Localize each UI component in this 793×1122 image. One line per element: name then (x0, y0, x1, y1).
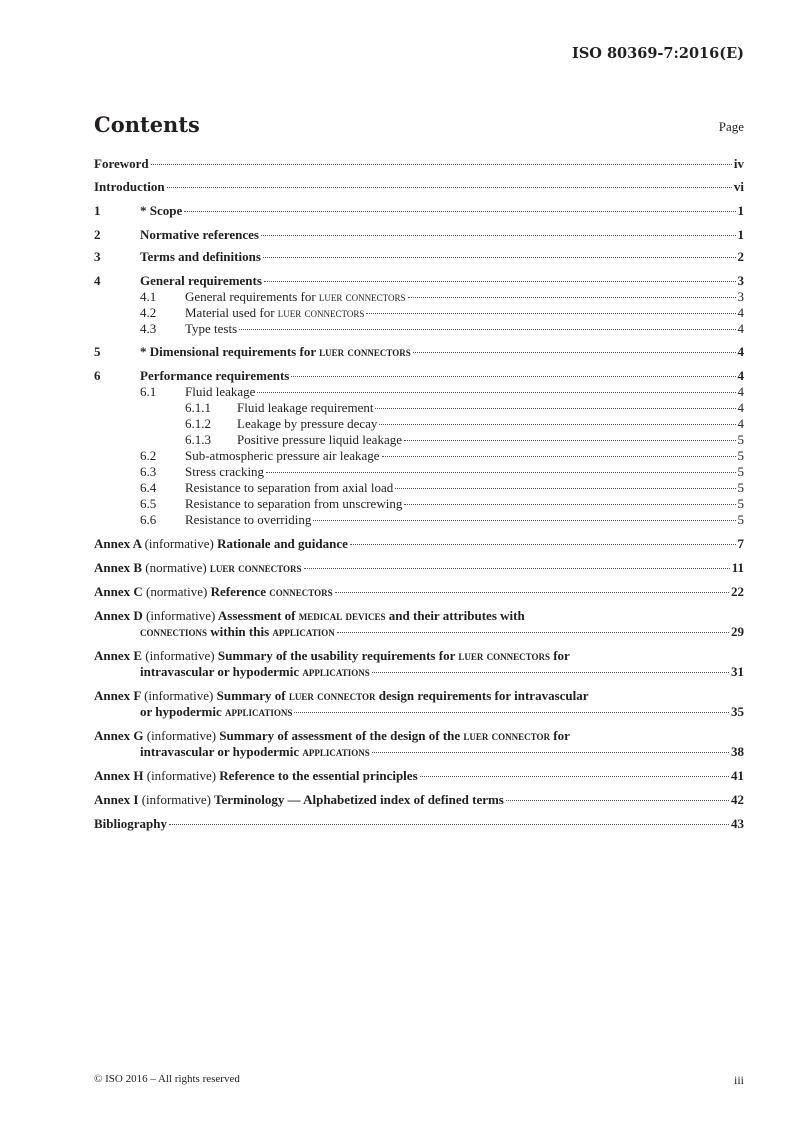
toc-page-number: iv (733, 156, 744, 171)
subclause-number: 6.6 (140, 512, 157, 527)
leader-dots (261, 235, 736, 236)
toc-entry-clause-5[interactable] (94, 344, 744, 360)
defined-term: luer connectors (318, 289, 406, 304)
toc-entry-6-2[interactable] (94, 448, 744, 464)
toc-page-number: 3 (737, 289, 744, 304)
toc-page-number: 5 (737, 448, 744, 463)
subclause-number: 4.3 (140, 321, 157, 336)
leader-dots (184, 211, 735, 212)
toc-entry-6-1-1[interactable] (94, 400, 744, 416)
defined-term: luer connectors (458, 648, 550, 663)
toc-page-number: 4 (737, 416, 744, 431)
annex-kind: (informative) (146, 728, 217, 743)
toc-page-number: 7 (737, 536, 744, 551)
toc-entry-text (94, 560, 302, 576)
leader-dots (382, 456, 736, 457)
annex-label: Annex I (94, 792, 139, 807)
annex-kind: (normative) (146, 584, 208, 599)
toc-page-number: 41 (731, 768, 744, 783)
toc-entry-text: Sub-atmospheric pressure air leakage (185, 448, 380, 463)
toc-entry-annex-h[interactable] (94, 768, 744, 784)
toc-entry-text: Annex F (informative) Summary of luer connector design requirements for intravascular (94, 688, 589, 703)
document-code: ISO 80369-7:2016(E) (572, 45, 744, 62)
clause-number: 6 (94, 368, 101, 383)
toc-entry-text: Positive pressure liquid leakage (237, 432, 402, 447)
leader-dots (404, 504, 735, 505)
toc-page-number: 4 (737, 368, 744, 383)
leader-dots (350, 544, 736, 545)
defined-term: luer connectors (277, 305, 365, 320)
toc-entry-text: Annex G (informative) Summary of assessment of the design of the luer connector for (94, 728, 570, 743)
annex-kind: (informative) (144, 688, 214, 703)
leader-dots (263, 257, 736, 258)
defined-term: connectors (269, 584, 333, 599)
annex-kind: (informative) (141, 792, 211, 807)
annex-label: Annex F (94, 688, 141, 703)
toc-entry-text-continued: connections within this application (140, 624, 335, 639)
toc-page-number: 11 (731, 560, 744, 575)
page-number: iii (733, 1073, 744, 1087)
defined-term: application (272, 624, 335, 639)
defined-term: connections (140, 624, 208, 639)
clause-number: 4 (94, 273, 101, 288)
toc-page-number: 1 (737, 227, 744, 242)
annex-label: Annex H (94, 768, 144, 783)
toc-page-number: 5 (737, 512, 744, 527)
toc-entry-6-1-2[interactable] (94, 416, 744, 432)
defined-term: luer connector (463, 728, 551, 743)
defined-term: applications (224, 704, 293, 719)
toc-entry-text: Bibliography (94, 816, 167, 831)
toc-entry-6-3[interactable] (94, 464, 744, 480)
subclause-number: 6.5 (140, 496, 157, 511)
toc-entry-text: Normative references (140, 227, 259, 242)
toc-entry-annex-e[interactable] (94, 648, 744, 680)
annex-kind: (informative) (146, 608, 216, 623)
clause-number: 5 (94, 344, 101, 359)
leader-dots (335, 592, 729, 593)
leader-dots (408, 297, 736, 298)
toc-entry-clause-2[interactable] (94, 227, 744, 243)
toc-entry-clause-1[interactable] (94, 203, 744, 219)
toc-entry-text: Annex I (informative) Terminology — Alphabetized index of defined terms (94, 792, 504, 807)
toc-page-number: 5 (737, 432, 744, 447)
annex-label: Annex C (94, 584, 143, 599)
subclause-number: 6.4 (140, 480, 157, 495)
clause-number: 3 (94, 249, 101, 264)
copyright-notice: © ISO 2016 – All rights reserved (94, 1073, 240, 1085)
defined-term: luer connector (288, 688, 376, 703)
toc-entry-text: Fluid leakage (185, 384, 256, 399)
leader-dots (395, 488, 735, 489)
leader-dots (304, 568, 730, 569)
toc-entry-text: Resistance to separation from unscrewing (185, 496, 403, 511)
toc-page-number: 4 (737, 321, 744, 336)
toc-page-number: 35 (731, 704, 744, 719)
toc-entry-foreword[interactable] (94, 156, 744, 172)
toc-entry-annex-i[interactable] (94, 792, 744, 808)
toc-page-number: 31 (731, 664, 744, 679)
toc-entry-annex-b[interactable] (94, 560, 744, 576)
toc-entry-text: Fluid leakage requirement (237, 400, 374, 415)
leader-dots (167, 187, 732, 188)
toc-entry-text: * Scope (140, 203, 183, 218)
toc-page-number: 5 (737, 464, 744, 479)
annex-kind: (informative) (145, 648, 215, 663)
defined-term: luer connectors (209, 560, 302, 575)
toc-entry-text: Performance requirements (140, 368, 290, 383)
toc-entry-text-continued: or hypodermic applications (140, 704, 293, 719)
leader-dots (294, 712, 729, 713)
toc-entry-text-continued: intravascular or hypodermic applications (140, 744, 370, 759)
toc-page-number: 4 (737, 384, 744, 399)
toc-entry-6-1-3[interactable] (94, 432, 744, 448)
leader-dots (413, 352, 736, 353)
toc-entry-6-5[interactable] (94, 496, 744, 512)
subclause-number: 4.2 (140, 305, 157, 320)
table-of-contents (94, 154, 744, 832)
subclause-number: 6.1.1 (185, 400, 211, 415)
toc-entry-clause-4[interactable] (94, 273, 744, 289)
toc-entry-text: Material used for luer connectors (185, 305, 365, 320)
annex-label: Annex B (94, 560, 143, 575)
toc-entry-annex-g[interactable] (94, 728, 744, 760)
annex-label: Annex G (94, 728, 144, 743)
toc-page-number: 43 (731, 816, 744, 831)
toc-entry-6-1[interactable] (94, 384, 744, 400)
toc-page-number: 42 (731, 792, 744, 807)
toc-entry-bibliography[interactable] (94, 816, 744, 832)
toc-entry-text: Annex C (normative) Reference connectors (94, 584, 333, 599)
subclause-number: 6.2 (140, 448, 157, 463)
annex-kind: (informative) (144, 536, 214, 551)
toc-page-number: 4 (737, 344, 744, 359)
toc-page-number: 38 (731, 744, 744, 759)
leader-dots (372, 672, 729, 673)
leader-dots (264, 281, 736, 282)
toc-entry-text: Resistance to overriding (185, 512, 312, 527)
toc-entry-6-4[interactable] (94, 480, 744, 496)
defined-term: applications (302, 744, 370, 759)
subclause-number: 6.1.3 (185, 432, 211, 447)
page-column-label: Page (718, 119, 744, 134)
toc-entry-4-2[interactable] (94, 305, 744, 321)
toc-page-number: 5 (737, 480, 744, 495)
toc-entry-annex-c[interactable] (94, 584, 744, 600)
page-title: Contents (94, 112, 200, 137)
leader-dots (151, 164, 732, 165)
annex-label: Annex A (94, 536, 142, 551)
toc-entry-text-continued: intravascular or hypodermic applications (140, 664, 370, 679)
leader-dots (379, 424, 735, 425)
subclause-number: 6.1.2 (185, 416, 211, 431)
toc-entry-clause-3[interactable] (94, 249, 744, 265)
toc-entry-4-3[interactable] (94, 321, 744, 337)
leader-dots (420, 776, 729, 777)
toc-entry-text: Terms and definitions (140, 249, 261, 264)
toc-entry-text: Stress cracking (185, 464, 265, 479)
toc-entry-text: General requirements for luer connectors (185, 289, 406, 304)
leader-dots (291, 376, 735, 377)
toc-entry-text: Type tests (185, 321, 238, 336)
toc-entry-text: Annex E (informative) Summary of the usability requirements for luer connectors for (94, 648, 570, 663)
leader-dots (257, 392, 735, 393)
toc-page-number: 5 (737, 496, 744, 511)
toc-entry-annex-f[interactable] (94, 688, 744, 720)
annex-kind: (informative) (146, 768, 217, 783)
subclause-number: 6.1 (140, 384, 157, 399)
toc-entry-text: Annex A (informative) Rationale and guidance (94, 536, 348, 551)
defined-term: luer connectors (319, 344, 411, 359)
subclause-number: 4.1 (140, 289, 157, 304)
annex-label: Annex D (94, 608, 143, 623)
defined-term: applications (302, 664, 370, 679)
toc-entry-6-6[interactable] (94, 512, 744, 528)
leader-dots (372, 752, 729, 753)
toc-page-number: 3 (737, 273, 744, 288)
toc-page-number: 2 (737, 249, 744, 264)
toc-entry-introduction[interactable] (94, 179, 744, 195)
clause-number: 1 (94, 203, 101, 218)
leader-dots (506, 800, 729, 801)
toc-entry-text: Annex D (informative) Assessment of medical devices and their attributes with (94, 608, 525, 623)
toc-page-number: 4 (737, 305, 744, 320)
leader-dots (266, 472, 735, 473)
toc-entry-text: General requirements (140, 273, 262, 288)
annex-label: Annex E (94, 648, 143, 663)
toc-entry-clause-6[interactable] (94, 368, 744, 384)
toc-entry-text: Foreword (94, 156, 149, 171)
toc-page-number: 29 (731, 624, 744, 639)
toc-page-number: 4 (737, 400, 744, 415)
toc-entry-4-1[interactable] (94, 289, 744, 305)
annex-kind: (normative) (145, 560, 207, 575)
leader-dots (404, 440, 736, 441)
toc-page-number: 1 (737, 203, 744, 218)
toc-entry-text: Introduction (94, 179, 165, 194)
toc-entry-text: Leakage by pressure decay (237, 416, 378, 431)
toc-entry-text: * Dimensional requirements for luer connectors (140, 344, 411, 359)
leader-dots (169, 824, 729, 825)
leader-dots (375, 408, 735, 409)
toc-page-number: vi (733, 179, 744, 194)
leader-dots (239, 329, 735, 330)
leader-dots (337, 632, 729, 633)
toc-entry-text: Resistance to separation from axial load (185, 480, 394, 495)
subclause-number: 6.3 (140, 464, 157, 479)
defined-term: medical devices (298, 608, 386, 623)
toc-entry-annex-d[interactable] (94, 608, 744, 640)
leader-dots (313, 520, 735, 521)
leader-dots (366, 313, 735, 314)
toc-entry-text: Annex H (informative) Reference to the essential principles (94, 768, 418, 783)
toc-page-number: 22 (731, 584, 744, 599)
clause-number: 2 (94, 227, 101, 242)
toc-entry-annex-a[interactable] (94, 536, 744, 552)
